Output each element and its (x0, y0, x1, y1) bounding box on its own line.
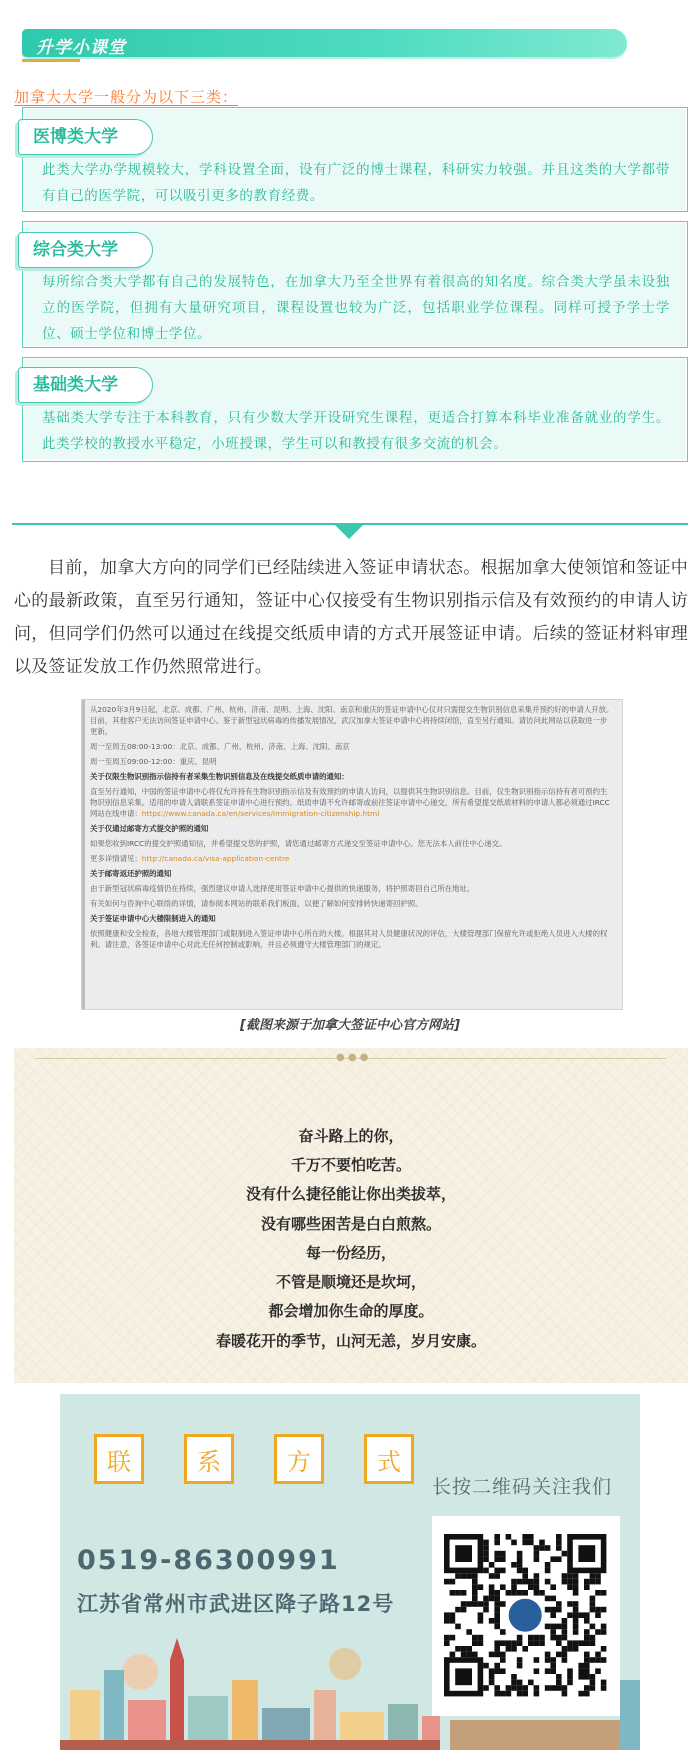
intro-heading: 加拿大大学一般分为以下三类： (14, 88, 239, 106)
title-underline (22, 59, 80, 62)
screenshot-caption: [截图来源于加拿大签证中心官方网站] (240, 1018, 460, 1033)
shot-heading: 关于仅通过邮寄方式提交护照的通知 (90, 824, 209, 833)
contact-char-box: 系 (184, 1434, 234, 1484)
shot-paragraph: 周一至周五09:00-12:00：重庆、昆明 (90, 757, 217, 766)
qr-label: 长按二维码关注我们 (432, 1476, 613, 1498)
shot-paragraph: 依照健康和安全检查，各地大楼管理部门或限制进入签证申请中心所在的大楼。根据其对人员健康状况的评估，大楼管理部门保留允许或拒绝人员进入大楼的权利。请注意，各签证申请中心对此无任何控制或影响，并且必须遵守大楼管理部门的规定。 (90, 929, 608, 949)
website-screenshot (81, 699, 623, 1010)
shot-heading: 关于邮寄返还护照的通知 (90, 869, 172, 878)
poem-line: 千万不要怕吃苦。 (290, 1156, 411, 1174)
shot-heading: 关于签证申请中心大楼限制进入的通知 (90, 914, 216, 923)
shot-paragraph (90, 853, 614, 864)
visa-status-paragraph: 目前，加拿大方向的同学们已经陆续进入签证申请状态。根据加拿大使领馆和签证中心的最新政策，直至另行通知，签证中心仅接受有生物识别指示信及有效预约的申请人访问，但同学们仍然可以通过在线提交纸质申请的方式开展签证申请。后续的签证材料审理以及签证发放工作仍然照常进行。 (14, 558, 688, 677)
contact-char-box: 式 (364, 1434, 414, 1484)
shot-paragraph: 有关如何与咨询中心联络的详情，请参阅本网站的联系我们板面，以便了解如何安排转快递寄回护照。 (90, 899, 423, 908)
shot-link[interactable]: http://canada.ca/visa-application-centre (141, 854, 290, 863)
poem-line: 没有哪些困苦是白白煎熬。 (260, 1215, 441, 1233)
category-title-2: 综合类大学 (18, 232, 153, 268)
contact-char-box: 联 (94, 1434, 144, 1484)
poem-line: 每一份经历， (305, 1244, 396, 1262)
shot-link[interactable]: https://www.canada.ca/en/services/immigration-citizenship.html (141, 809, 380, 818)
divider-arrow-icon (335, 525, 363, 539)
screenshot-edge (82, 700, 85, 1009)
category-text-1: 此类大学办学规模较大，学科设置全面，设有广泛的博士课程，科研实力较强。并且这类的大学都带有自己的医学院，可以吸引更多的教育经费。 (42, 162, 670, 204)
poem-line: 春暖花开的季节，山河无恙，岁月安康。 (215, 1332, 486, 1350)
category-text-3: 基础类大学专注于本科教育，只有少数大学开设研究生课程，更适合打算本科毕业准备就业的学生。此类学校的教授水平稳定，小班授课，学生可以和教授有很多交流的机会。 (42, 410, 670, 452)
phone-number[interactable]: 0519-86300991 (77, 1545, 340, 1576)
contact-char-box: 方 (274, 1434, 324, 1484)
shot-paragraph: 从2020年3月9日起，北京、成都、广州、杭州、济南、昆明、上海、沈阳、南京和重庆的签证申请中心仅对只需提交生物识别信息采集并预约好的申请人开放。目前，其他客户无法访问签证申请中心。鉴于新型冠状病毒的传播发展情况，武汉加拿大签证申请中心将持续闭馆，直至另行通知。请访问此网站以获取进一步更新。 (90, 705, 614, 736)
address: 江苏省常州市武进区降子路12号 (77, 1592, 395, 1616)
poem-line: 都会增加你生命的厚度。 (268, 1302, 434, 1320)
shot-text: 直至另行通知，中国的签证申请中心将仅允许持有生物识别指示信及有效预约的申请人访问，以提供其生物识别信息。目前，仅生物识别指示信持有者可预约生物识别信息采集。适用的申请人请联系签证申请中心进行预约。纸质申请不允许邮寄或前往签证申请中心递交，所有希望提交纸质材料的申请人都必须通过IRCC网站在线申请： (90, 787, 610, 818)
poem-line: 没有什么捷径能让你出类拔萃， (245, 1185, 456, 1203)
category-title-3: 基础类大学 (18, 367, 153, 403)
category-text-2: 每所综合类大学都有自己的发展特色，在加拿大乃至全世界有着很高的知名度。综合类大学虽未设独立的医学院，但拥有大量研究项目，课程设置也较为广泛，包括职业学位课程。同样可授予学士学位、硕士学位和博士学位。 (42, 274, 670, 342)
qr-code-frame[interactable] (432, 1516, 620, 1716)
shot-paragraph: 如果您收到IRCC的提交护照通知信，并希望提交您的护照，请您通过邮寄方式递交至签证申请中心。您无法本人前往中心递交。 (90, 839, 507, 848)
poem-line: 不管是顺境还是坎坷， (275, 1273, 426, 1291)
category-title-1: 医博类大学 (18, 119, 153, 155)
shot-paragraph (90, 786, 614, 819)
ornament-icon: ● ● ● (336, 1052, 369, 1063)
qr-code-icon (432, 1516, 620, 1716)
shot-text: 更多详情请见： (90, 854, 142, 863)
section-title: 升学小课堂 (36, 38, 126, 58)
shot-heading: 关于仅限生物识别指示信持有者采集生物识别信息及在线提交纸质申请的通知： (90, 772, 349, 781)
shot-paragraph: 由于新型冠状病毒疫情仍在持续，强烈建议申请人选择使用签证申请中心提供的快递服务，将护照寄回自己所在地址。 (90, 884, 475, 893)
shot-paragraph: 周一至周五08:00-13:00：北京、成都、广州、杭州、济南、上海、沈阳、南京 (90, 742, 350, 751)
poem-line: 奋斗路上的你， (298, 1127, 404, 1145)
